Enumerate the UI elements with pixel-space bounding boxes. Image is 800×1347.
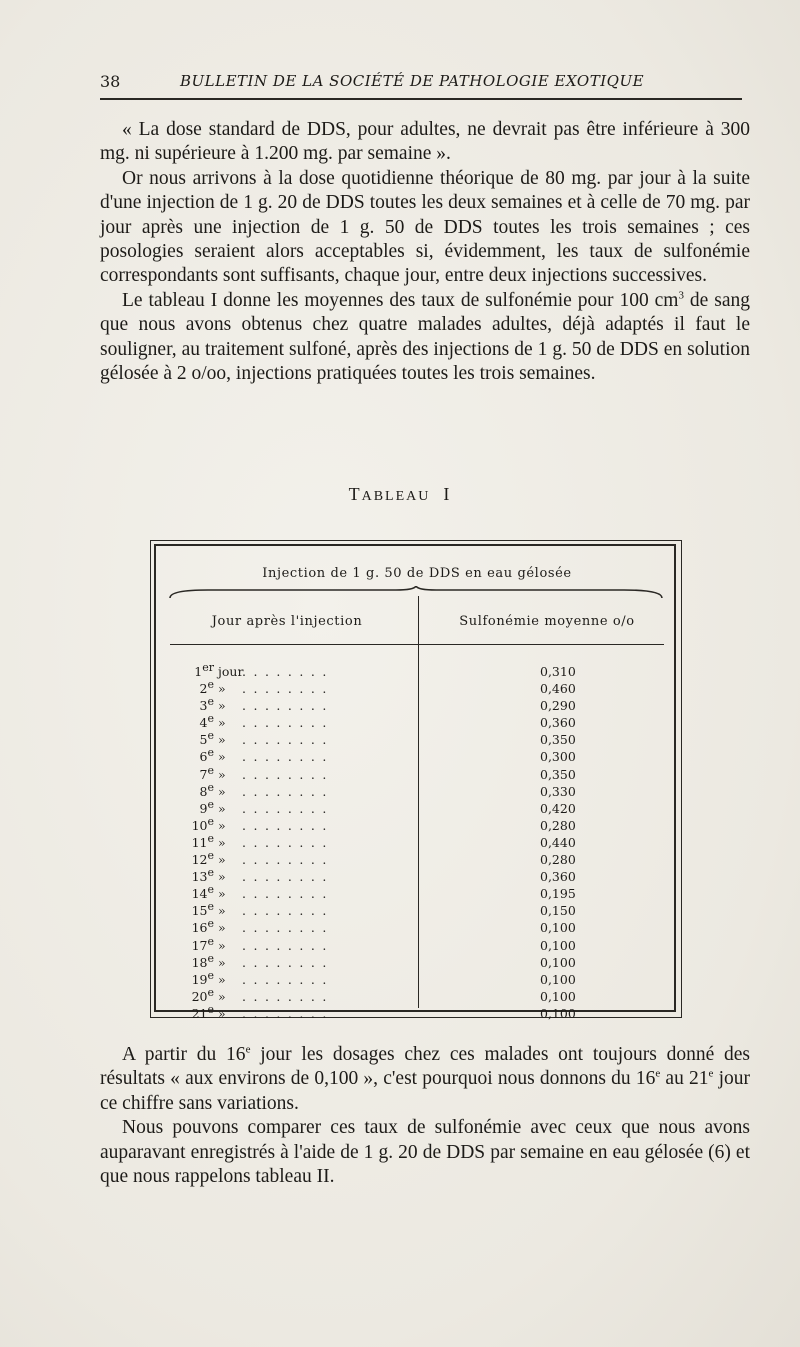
leader-dots: ........ [242, 869, 334, 885]
body-text-top [100, 118, 750, 386]
ditto-mark: » [218, 834, 226, 850]
sulfonemie-value: 0,420 [540, 800, 576, 816]
table-row [156, 797, 676, 818]
day-ordinal: e [207, 917, 214, 931]
day-digits: 6 [199, 749, 208, 765]
day-number [178, 797, 214, 816]
day-ordinal: e [207, 780, 214, 794]
sulfonemie-value: 0,100 [540, 971, 576, 987]
table-row [156, 883, 676, 903]
ditto-mark: » [218, 732, 226, 748]
leader-dots: ........ [242, 886, 334, 902]
table-title-initial: T [348, 484, 362, 504]
day-number [178, 865, 214, 885]
leader-dots: ........ [242, 732, 334, 748]
table-row [156, 831, 676, 852]
day-ordinal: e [207, 746, 214, 760]
day-number [178, 883, 214, 902]
day-digits: 8 [199, 783, 208, 799]
ditto-mark: » [218, 869, 226, 885]
day-ordinal: e [207, 677, 214, 691]
leader-dots: ........ [242, 1005, 334, 1021]
leader-dots: ........ [242, 817, 334, 833]
day-ordinal: e [207, 985, 214, 999]
table-row [156, 985, 676, 1006]
day-number [178, 985, 214, 1004]
leader-dots: ........ [242, 852, 334, 868]
day-digits: 20 [191, 988, 208, 1004]
day-ordinal: e [207, 729, 214, 743]
day-digits: 18 [191, 954, 208, 970]
day-digits: 3 [199, 698, 208, 714]
table-row [156, 1002, 676, 1023]
table-row [156, 660, 676, 681]
leader-dots: ........ [242, 937, 334, 953]
day-number [178, 763, 214, 782]
leader-dots: ........ [242, 988, 334, 1004]
sulfonemie-value: 0,310 [540, 664, 576, 679]
day-ordinal: e [207, 763, 214, 777]
day-ordinal: e [207, 797, 214, 811]
sulfonemie-value: 0,100 [540, 954, 576, 970]
table-title [0, 484, 800, 505]
paragraph-text: jour les dosages chez ces malades ont toujours donné des résultats « aux environs de 0,100 », c'est pourquoi nous donnons du 16 [100, 1044, 750, 1090]
table-row [156, 695, 676, 715]
table-body [156, 660, 676, 1023]
running-title: BULLETIN DE LA SOCIÉTÉ DE PATHOLOGIE EXOTIQUE [180, 72, 645, 90]
day-ordinal: e [207, 934, 214, 948]
sulfonemie-value: 0,280 [540, 852, 576, 868]
paragraph-text: A partir du 16 [122, 1044, 246, 1065]
day-digits: 9 [199, 800, 208, 816]
leader-dots: ........ [242, 698, 334, 714]
ditto-mark: » [218, 886, 226, 902]
sulfonemie-value: 0,100 [540, 988, 576, 1004]
day-digits: 14 [191, 886, 208, 902]
day-number [178, 934, 214, 953]
sulfonemie-value: 0,350 [540, 766, 576, 782]
superscript: 3 [678, 289, 684, 302]
ditto-mark: » [218, 954, 226, 970]
day-number [178, 900, 214, 919]
paragraph-text: jour ce chiffre sans variations. [100, 1068, 751, 1114]
day-number [178, 729, 214, 748]
paragraph-quote: « La dose standard de DDS, pour adultes, ne devrait pas être inférieure à 300 mg. ni supérieure à 1.200 mg. par semaine ». [100, 119, 750, 165]
leader-dots: ........ [242, 954, 334, 970]
ditto-mark: » [218, 698, 226, 714]
day-number [178, 780, 214, 799]
sulfonemie-value: 0,195 [540, 886, 576, 902]
ditto-mark: » [218, 766, 226, 782]
day-number [178, 917, 214, 936]
sulfonemie-value: 0,360 [540, 869, 576, 885]
day-number [178, 848, 214, 868]
day-ordinal: e [207, 951, 214, 965]
table-row [156, 814, 676, 835]
day-digits: 12 [191, 852, 208, 868]
table-row [156, 763, 676, 784]
day-number [178, 712, 214, 731]
ditto-mark: » [218, 988, 226, 1004]
table-row [156, 677, 676, 698]
paragraph-dose: Or nous arrivons à la dose quotidienne théorique de 80 mg. par jour à la suite d'une injection de 1 g. 20 de DDS toutes les deux semaines et à celle de 70 mg. par jour après une injection de 1 g. 50 de DDS toutes les trois semaines ; ces posologies seraient alors acceptables si, évidemment, les taux de sulfonémie correspondants sont suffisants, chaque jour, entre deux injections successives. [100, 167, 750, 287]
paragraph-tableau-intro [100, 289, 750, 387]
table-row [156, 746, 676, 766]
day-number [178, 831, 214, 850]
day-number [178, 951, 214, 970]
day-digits: 13 [191, 869, 208, 885]
table-row [156, 900, 676, 920]
paragraph-text: au 21 [660, 1068, 709, 1090]
column-header-day: Jour après l'injection [211, 614, 363, 629]
jour-label: jour [218, 664, 244, 679]
day-ordinal: e [207, 1002, 214, 1016]
leader-dots: ........ [242, 800, 334, 816]
ditto-mark: » [218, 783, 226, 799]
table-row [156, 968, 676, 989]
superscript: e [245, 1043, 251, 1056]
day-ordinal: e [207, 695, 214, 709]
superscript: e [655, 1067, 661, 1080]
day-digits: 5 [199, 732, 208, 748]
day-ordinal: e [207, 712, 214, 726]
sulfonemie-value: 0,100 [540, 920, 576, 936]
day-number [178, 695, 214, 714]
ditto-mark: » [218, 852, 226, 868]
day-digits: 2 [199, 681, 208, 697]
ditto-mark: » [218, 749, 226, 765]
sulfonemie-value: 0,350 [540, 732, 576, 748]
sulfonemie-value: 0,100 [540, 1005, 576, 1021]
leader-dots: ........ [242, 766, 334, 782]
day-digits: 15 [191, 903, 208, 919]
day-digits: 21 [191, 1005, 208, 1021]
day-number [178, 814, 214, 833]
sulfonemie-value: 0,440 [540, 834, 576, 850]
leader-dots: ........ [242, 664, 334, 679]
ditto-mark: » [218, 971, 226, 987]
sulfonemie-value: 0,330 [540, 783, 576, 799]
day-number [178, 746, 214, 765]
sulfonemie-value: 0,290 [540, 698, 576, 714]
page-number: 38 [100, 72, 121, 91]
sulfonemie-value: 0,100 [540, 937, 576, 953]
day-ordinal: e [207, 900, 214, 914]
table-row [156, 848, 676, 869]
day-digits: 10 [191, 817, 208, 833]
ditto-mark: » [218, 715, 226, 731]
day-ordinal: e [207, 848, 214, 862]
sulfonemie-value: 0,360 [540, 715, 576, 731]
paragraph-16e-jour [100, 1043, 750, 1116]
table-row [156, 934, 676, 955]
leader-dots: ........ [242, 749, 334, 765]
sulfonemie-value: 0,460 [540, 681, 576, 697]
day-ordinal: e [207, 831, 214, 845]
day-ordinal: e [207, 814, 214, 828]
data-table [154, 544, 676, 1021]
ditto-mark: » [218, 681, 226, 697]
table-row [156, 780, 676, 801]
day-ordinal: e [207, 865, 214, 879]
table-title-number: I [443, 484, 452, 504]
table-row [156, 865, 676, 886]
day-digits: 11 [191, 834, 208, 850]
leader-dots: ........ [242, 681, 334, 697]
sulfonemie-value: 0,280 [540, 817, 576, 833]
superscript: e [708, 1067, 714, 1080]
sulfonemie-value: 0,150 [540, 903, 576, 919]
table-heading: Injection de 1 g. 50 de DDS en eau gélosée [262, 566, 572, 581]
leader-dots: ........ [242, 834, 334, 850]
body-text-bottom [100, 1043, 750, 1189]
day-digits: 7 [199, 766, 208, 782]
day-number [178, 660, 214, 679]
day-digits: 17 [191, 937, 208, 953]
day-digits: 1 [194, 664, 203, 679]
table-row [156, 917, 676, 937]
day-number [178, 1002, 214, 1021]
leader-dots: ........ [242, 715, 334, 731]
ditto-mark: » [218, 937, 226, 953]
ditto-mark: » [218, 817, 226, 833]
table-row [156, 712, 676, 732]
day-digits: 4 [199, 715, 208, 731]
column-header-sulfonemie: Sulfonémie moyenne o/o [459, 614, 635, 629]
leader-dots: ........ [242, 971, 334, 987]
ditto-mark: » [218, 1005, 226, 1021]
sulfonemie-value: 0,300 [540, 749, 576, 765]
day-ordinal: e [207, 883, 214, 897]
table-title-smallcaps: ABLEAU [361, 489, 431, 504]
table-row [156, 951, 676, 972]
leader-dots: ........ [242, 903, 334, 919]
paragraph-text: Le tableau I donne les moyennes des taux de sulfonémie pour 100 cm [122, 289, 679, 311]
day-ordinal: e [207, 968, 214, 982]
brace-decoration [168, 586, 664, 600]
leader-dots: ........ [242, 920, 334, 936]
ditto-mark: » [218, 800, 226, 816]
day-number [178, 677, 214, 697]
paragraph-text: de sang que nous avons obtenus chez quatre malades adultes, déjà adaptés il faut le souligner, au traitement sulfoné, après des injections de 1 g. 50 de DDS en solution gélosée à 2 o/oo, injections pratiquées toutes les trois semaines. [100, 289, 750, 385]
leader-dots: ........ [242, 783, 334, 799]
ditto-mark: » [218, 920, 226, 936]
ditto-mark: » [218, 903, 226, 919]
day-digits: 19 [191, 971, 208, 987]
day-ordinal: er [202, 660, 214, 674]
header-rule [170, 644, 664, 645]
table-row [156, 729, 676, 749]
day-digits: 16 [191, 920, 208, 936]
paragraph-comparison: Nous pouvons comparer ces taux de sulfonémie avec ceux que nous avons auparavant enregistrés à l'aide de 1 g. 20 de DDS par semaine en eau gélosée (6) et que nous rappelons tableau II. [100, 1117, 750, 1188]
day-number [178, 968, 214, 987]
page-header [100, 72, 742, 100]
